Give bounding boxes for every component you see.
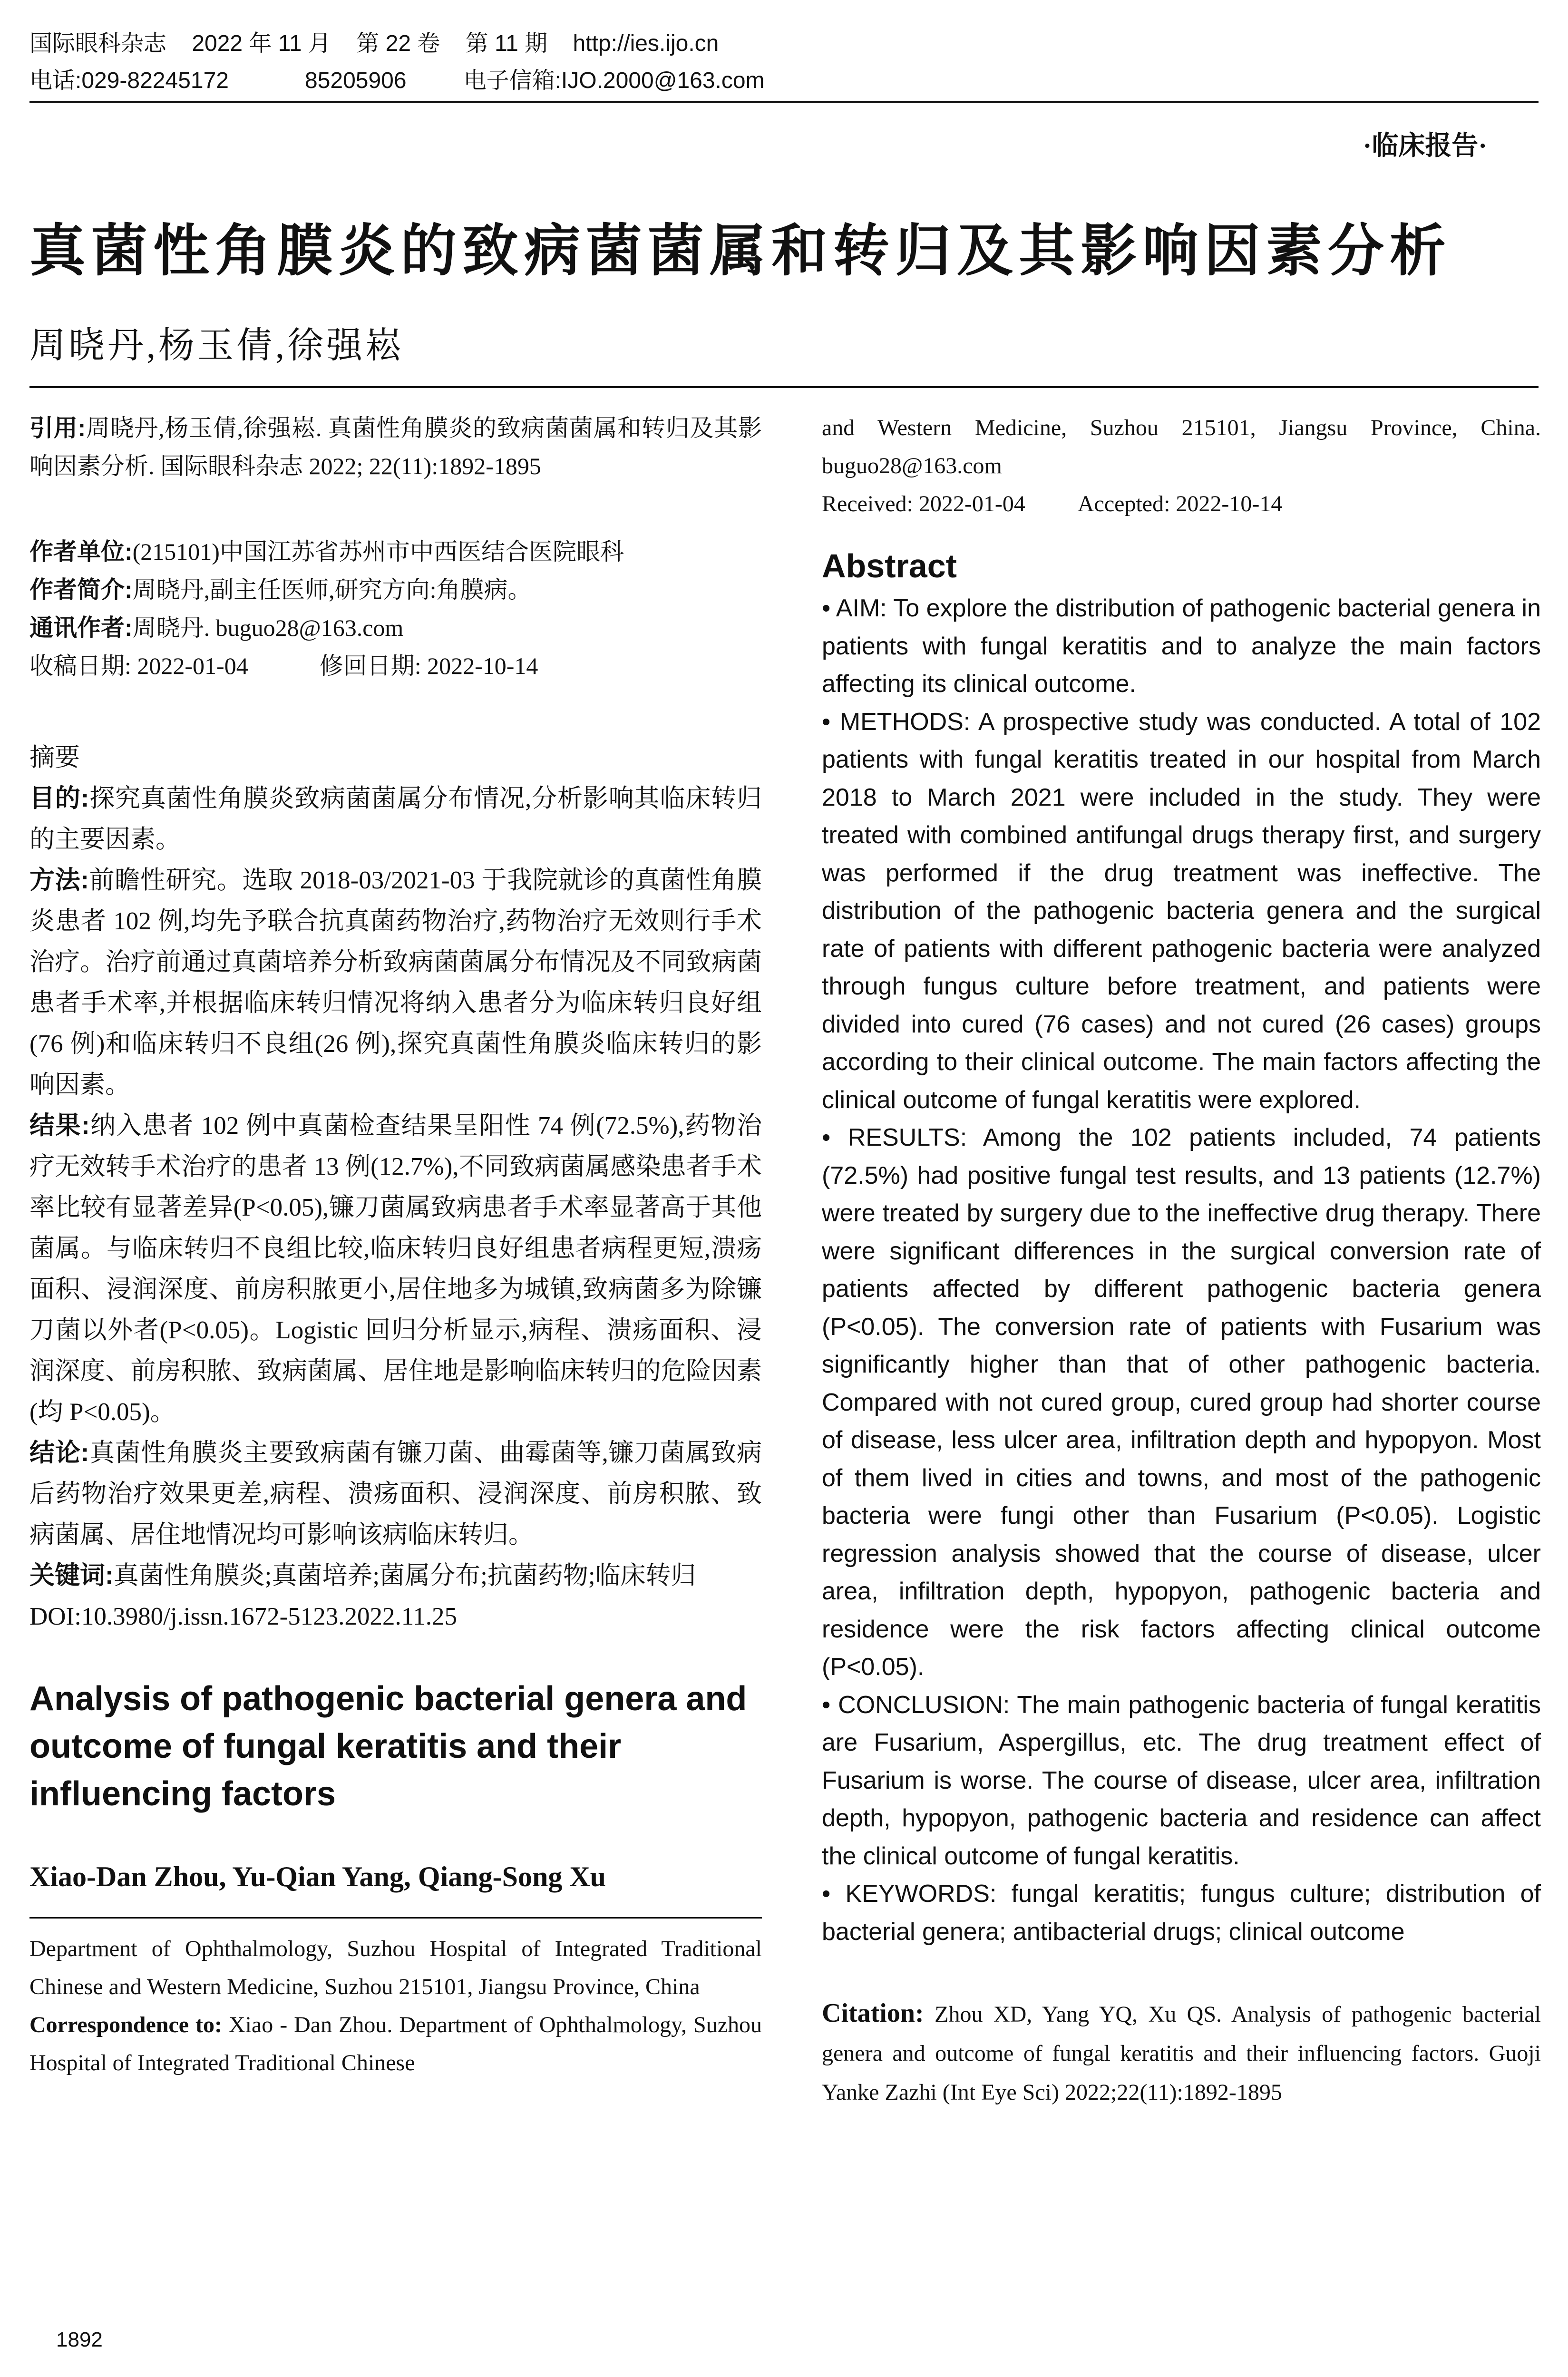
authors-rule (29, 386, 1539, 388)
right-column (822, 409, 1541, 2112)
aim-label: • AIM: (822, 594, 887, 622)
keywords-text: fungal keratitis; fungus culture; distribution of bacterial genera; antibacterial drugs; clinical outcome (822, 1880, 1541, 1946)
aim-text: To explore the distribution of pathogenic bacterial genera in patients with fungal keratitis and to analyze the main factors affecting its clinical outcome. (822, 594, 1541, 698)
doi: DOI:10.3980/j.issn.1672-5123.2022.11.25 (29, 1603, 458, 1630)
keywords-label-zh: 关键词: (29, 1561, 114, 1589)
results-text-zh: 纳入患者 102 例中真菌检查结果呈阳性 74 例(72.5%),药物治疗无效转手术治疗的患者 13 例(12.7%),不同致病菌属感染患者手术率比较有显著差异(P<0.05),镰刀菌属致病患者手术率显著高于其他菌属。与临床转归不良组比较,临床转归良好组患者病程更短,溃疡面积、浸润深度、前房积脓更小,居住地多为城镇,致病菌多为除镰刀菌以外者(P<0.05)。Logistic 回归分析显示,病程、溃疡面积、浸润深度、前房积脓、致病菌属、居住地是影响临床转归的危险因素(均 P<0.05)。 (29, 1112, 762, 1426)
chinese-citation-text: 周晓丹,杨玉倩,徐强崧. 真菌性角膜炎的致病菌菌属和转归及其影响因素分析. 国际眼科杂志 2022; 22(11):1892-1895 (29, 415, 762, 479)
journal-header-line-1: 国际眼科杂志 2022 年 11 月 第 22 卷 第 11 期 http://ies.ijo.cn (29, 31, 719, 56)
affiliation-rule (29, 1917, 762, 1919)
correspondence-label: Correspondence to: (29, 2012, 223, 2037)
methods-text-zh: 前瞻性研究。选取 2018-03/2021-03 于我院就诊的真菌性角膜炎患者 102 例,均先予联合抗真菌药物治疗,药物治疗无效则行手术治疗。治疗前通过真菌培养分析致病菌菌属分布情况及不同致病菌患者手术率,并根据临床转归情况将纳入患者分为临床转归良好组(76 例)和临床转归不良组(26 例),探究真菌性角膜炎临床转归的影响因素。 (29, 867, 762, 1099)
affiliation-block (29, 1930, 762, 2082)
unit-label: 作者单位: (29, 538, 133, 565)
chinese-citation-label: 引用: (29, 415, 86, 441)
chinese-abstract (29, 737, 762, 1637)
english-authors: Xiao-Dan Zhou, Yu-Qian Yang, Qiang-Song Xu (29, 1861, 606, 1892)
section-tag: ·临床报告· (1363, 131, 1487, 161)
citation-text: Zhou XD, Yang YQ, Xu QS. Analysis of pathogenic bacterial genera and outcome of fungal keratitis and their influencing factors. Guoji Yanke Zazhi (Int Eye Sci) 2022;22(11):1892-1895 (822, 2002, 1541, 2105)
methods-label-zh: 方法: (29, 866, 89, 894)
revised-date: 修回日期: 2022-10-14 (319, 653, 538, 679)
aim-text-zh: 探究真菌性角膜炎致病菌菌属分布情况,分析影响其临床转归的主要因素。 (29, 785, 762, 853)
header-rule (29, 101, 1539, 103)
citation-label: Citation: (822, 1998, 924, 2028)
received-date: 收稿日期: 2022-01-04 (29, 653, 248, 679)
keywords-text-zh: 真菌性角膜炎;真菌培养;菌属分布;抗菌药物;临床转归 (113, 1562, 696, 1589)
conclusion-label: • CONCLUSION: (822, 1691, 1010, 1719)
corr-label: 通讯作者: (29, 614, 133, 641)
journal-header-line-2: 电话:029-82245172 85205906 电子信箱:IJO.2000@163.com (29, 68, 765, 93)
english-title: Analysis of pathogenic bacterial genera and outcome of fungal keratitis and their influencing factors (29, 1680, 747, 1813)
conclusion-text-zh: 真菌性角膜炎主要致病菌有镰刀菌、曲霉菌等,镰刀菌属致病后药物治疗效果更差,病程、溃疡面积、浸润深度、前房积脓、致病菌属、居住地情况均可影响该病临床转归。 (29, 1439, 762, 1549)
english-abstract (822, 590, 1541, 1951)
keywords-label: • KEYWORDS: (822, 1880, 997, 1908)
methods-text: A prospective study was conducted. A total of 102 patients with fungal keratitis treated in our hospital from March 2018 to March 2021 were included in the study. They were treated with combined antifungal drugs therapy first, and surgery was performed if the drug treatment was ineffective. The distribution of the pathogenic bacteria genera and the surgical rate of patients with different pathogenic bacteria were analyzed through fungus culture before treatment, and patients were divided into cured (76 cases) and not cured (26 cases) groups according to their clinical outcome. The main factors affecting the clinical outcome of fungal keratitis were explored. (822, 708, 1541, 1114)
page-number: 1892 (56, 2328, 103, 2351)
author-unit: (215101)中国江苏省苏州市中西医结合医院眼科 (132, 538, 624, 565)
received-date-en: Received: 2022-01-04 (822, 491, 1025, 516)
article-authors: 周晓丹,杨玉倩,徐强崧 (29, 326, 404, 366)
results-label: • RESULTS: (822, 1124, 967, 1151)
correspondence-text: Xiao - Dan Zhou. Department of Ophthalmology, Suzhou Hospital of Integrated Traditional Chinese (29, 2012, 762, 2075)
conclusion-label-zh: 结论: (29, 1439, 89, 1467)
chinese-abstract-heading: 摘要 (29, 743, 80, 771)
author-bio: 周晓丹,副主任医师,研究方向:角膜病。 (132, 576, 532, 603)
bio-label: 作者简介: (29, 576, 133, 603)
chinese-citation (29, 409, 762, 485)
correspondence-continued (822, 409, 1541, 523)
correspondence-continued-text: and Western Medicine, Suzhou 215101, Jiangsu Province, China. buguo28@163.com (822, 415, 1541, 478)
results-label-zh: 结果: (29, 1111, 90, 1140)
corresponding-author: 周晓丹. buguo28@163.com (132, 614, 404, 641)
author-info (29, 533, 762, 685)
aim-label-zh: 目的: (29, 784, 89, 812)
results-text: Among the 102 patients included, 74 patients (72.5%) had positive fungal test results, and 13 patients (12.7%) were treated by surgery due to the ineffective drug therapy. There were significant differences in the surgical conversion rate of patients affected by different pathogenic bacteria genera (P<0.05). The conversion rate of patients with Fusarium was significantly higher than that of other pathogenic bacteria. Compared with not cured group, cured group had shorter course of disease, less ulcer area, infiltration depth and hypopyon. Most of them lived in cities and towns, and most of the pathogenic bacteria were fungi other than Fusarium (P<0.05). Logistic regression analysis showed that the course of disease, ulcer area, infiltration depth, hypopyon, pathogenic bacteria and residence were the risk factors affecting clinical outcome (P<0.05). (822, 1124, 1541, 1681)
conclusion-text: The main pathogenic bacteria of fungal keratitis are Fusarium, Aspergillus, etc. The drug treatment effect of Fusarium is worse. The course of disease, ulcer area, infiltration depth, hypopyon, pathogenic bacteria and residence can affect the clinical outcome of fungal keratitis. (822, 1691, 1541, 1870)
methods-label: • METHODS: (822, 708, 971, 736)
affiliation: Department of Ophthalmology, Suzhou Hospital of Integrated Traditional Chinese and Western Medicine, Suzhou 215101, Jiangsu Province, China (29, 1936, 762, 1999)
accepted-date-en: Accepted: 2022-10-14 (1077, 491, 1283, 516)
abstract-heading: Abstract (822, 547, 957, 585)
citation-block (822, 1994, 1541, 2112)
article-title: 真菌性角膜炎的致病菌菌属和转归及其影响因素分析 (29, 220, 1452, 283)
left-column (29, 409, 762, 2082)
